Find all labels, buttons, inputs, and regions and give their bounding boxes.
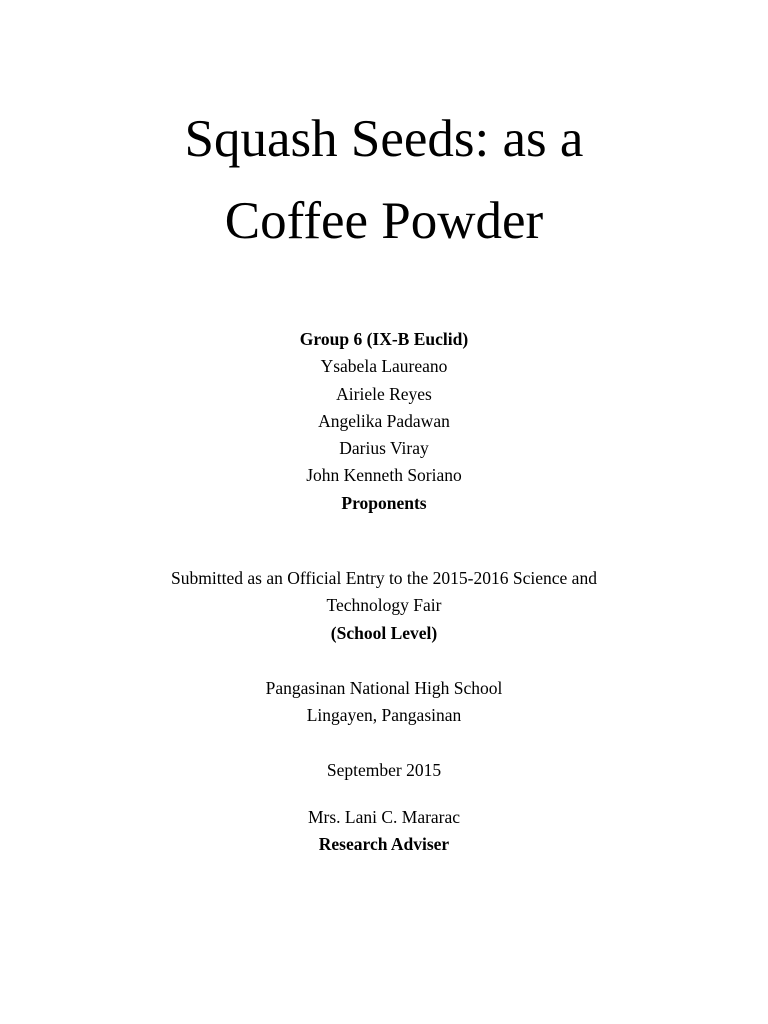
entry-level: (School Level): [330, 622, 438, 643]
entry-section: [0, 565, 768, 647]
adviser-section: [0, 804, 768, 859]
submission-date: September 2015: [326, 760, 442, 780]
group-name: Group 6 (IX-B Euclid): [299, 329, 469, 349]
entry-line-1: Submitted as an Official Entry to the 2015-2016 Science and: [171, 568, 597, 588]
entry-line-2: Technology Fair: [326, 595, 442, 616]
title-line-1: Squash Seeds: as a: [184, 110, 584, 168]
member-name: Angelika Padawan: [318, 410, 450, 431]
school-section: [0, 675, 768, 730]
date-section: [0, 757, 768, 784]
adviser-label: Research Adviser: [318, 834, 450, 855]
member-name: Airiele Reyes: [336, 383, 432, 404]
member-name: Ysabela Laureano: [320, 356, 448, 377]
title-line-2: Coffee Powder: [224, 192, 544, 250]
member-name: John Kenneth Soriano: [306, 465, 462, 486]
proponents-label: Proponents: [341, 492, 427, 513]
school-location: Lingayen, Pangasinan: [306, 705, 462, 726]
document-title: [0, 98, 768, 262]
adviser-name: Mrs. Lani C. Mararac: [307, 807, 461, 827]
member-name: Darius Viray: [339, 438, 429, 459]
proponents-section: [0, 326, 768, 517]
school-name: Pangasinan National High School: [265, 678, 503, 698]
